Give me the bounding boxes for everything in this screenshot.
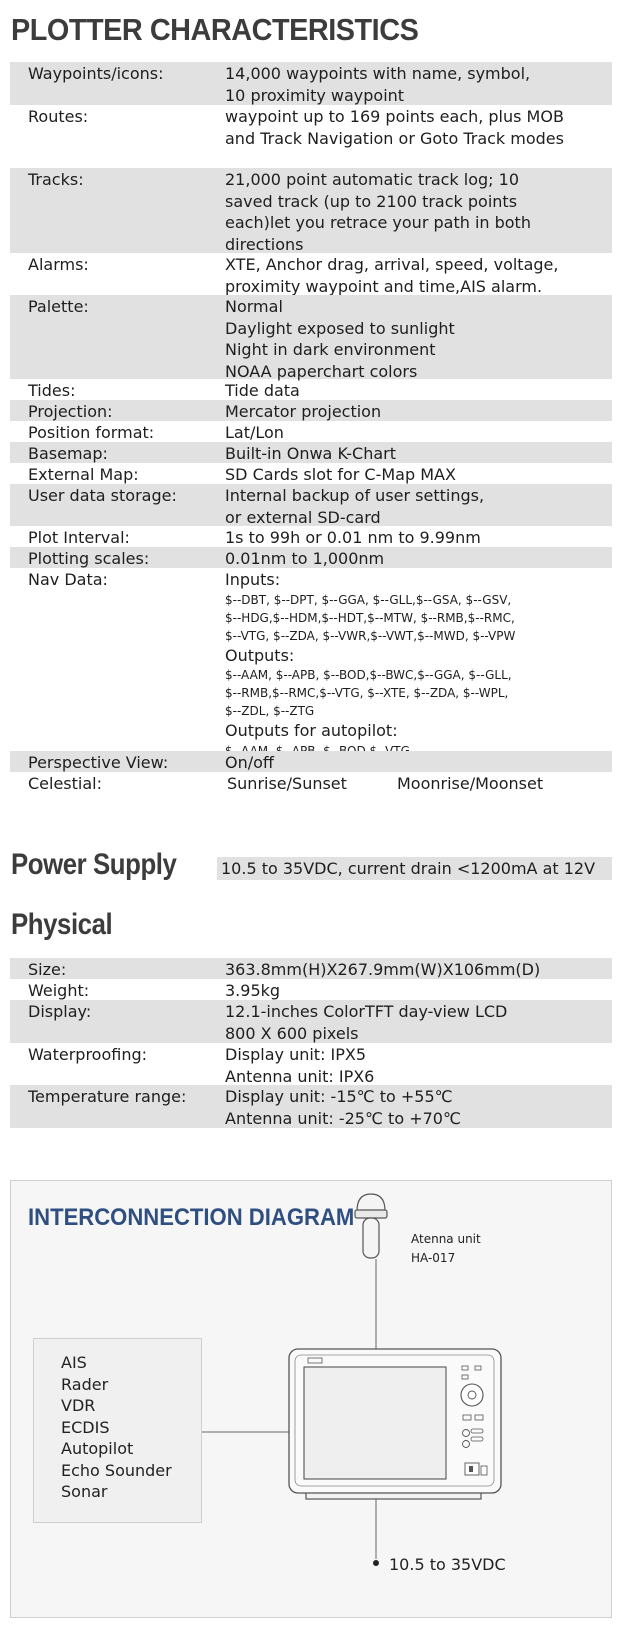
device-item: Sonar [61,1482,108,1501]
spec-label: Tides: [28,381,76,400]
spec-row-routes [10,105,612,168]
spec-label: Size: [28,960,67,979]
spec-label: Waterproofing: [28,1045,148,1064]
spec-row-basemap [10,442,612,463]
spec-label: Tracks: [28,170,84,189]
spec-value [225,569,612,760]
spec-row-nav-data [10,568,612,751]
spec-row-plotting-scales [10,547,612,568]
spec-value: 12.1-inches ColorTFT day-view LCD 800 X 600 pixels [225,1002,508,1043]
spec-value [225,773,612,795]
device-item: VDR [61,1396,96,1415]
spec-value: XTE, Anchor drag, arrival, speed, voltage, proximity waypoint and time,AIS alarm. [225,255,559,296]
spec-row-user-data [10,484,612,526]
spec-label: Basemap: [28,444,108,463]
spec-row-size [10,958,612,979]
spec-label: Celestial: [28,774,102,793]
spec-row-projection [10,400,612,421]
spec-row-alarms [10,253,612,295]
spec-row-waterproofing [10,1043,612,1085]
spec-row-plot-interval [10,526,612,547]
device-item: ECDIS [61,1417,110,1437]
spec-label: Projection: [28,402,113,421]
spec-value: 14,000 waypoints with name, symbol, 10 proximity waypoint [225,64,531,105]
display-screen [304,1367,446,1479]
spec-value: Display unit: IPX5 Antenna unit: IPX6 [225,1045,375,1086]
spec-row-external-map [10,463,612,484]
spec-row-weight [10,979,612,1000]
spec-value: Normal Daylight exposed to sunlight Night in dark environment NOAA paperchart colors [225,297,455,381]
spec-label: Position format: [28,423,155,442]
spec-value: Display unit: -15℃ to +55℃ Antenna unit: -25℃ to +70℃ [225,1087,461,1128]
spec-label: Perspective View: [28,753,169,772]
spec-label: Alarms: [28,255,89,274]
device-item: Rader [61,1374,109,1394]
spec-label: Plot Interval: [28,528,130,547]
plotter-spec-table [10,62,612,794]
antenna-name: Atenna unit [411,1232,481,1246]
display-unit-icon [289,1349,501,1499]
nav-inputs: $--DBT, $--DPT, $--GGA, $--GLL,$--GSA, $--GSV, $--HDG,$--HDM,$--HDT,$--MTW, $--RMB,$--RMC, $--VTG, $--ZDA, $--VWR,$--VWT,$--MWD, $--VPW [225,592,516,643]
spec-label: Routes: [28,107,89,126]
spec-value: 21,000 point automatic track log; 10 saved track (up to 2100 track points each)let you retrace your path in both directions [225,170,531,254]
spec-row-temperature [10,1085,612,1128]
spec-value: SD Cards slot for C-Map MAX [225,465,456,484]
nav-outputs: $--AAM, $--APB, $--BOD,$--BWC,$--GGA, $--GLL, $--RMB,$--RMC,$--VTG, $--XTE, $--ZDA, $--WPL, $--ZDL, $--ZTG [225,668,512,718]
spec-label: Palette: [28,297,89,316]
spec-row-waypoints [10,62,612,105]
spec-label: User data storage: [28,486,177,505]
spec-value: 0.01nm to 1,000nm [225,549,385,568]
nav-autopilot-title: Outputs for autopilot: [225,721,398,740]
spec-row-tides [10,379,612,400]
interconnection-diagram [10,1180,612,1618]
spec-row-celestial [10,772,612,794]
connected-devices-box [33,1338,202,1523]
spec-row-perspective [10,751,612,772]
spec-value: Tide data [225,381,300,400]
spec-label: Display: [28,1002,92,1021]
spec-value: 3.95kg [225,981,281,1000]
antenna-unit-icon [355,1194,387,1258]
nav-inputs-title: Inputs: [225,570,281,589]
spec-value: Mercator projection [225,402,382,421]
celestial-sun: Sunrise/Sunset [227,774,347,793]
spec-row-position-format [10,421,612,442]
diagram-title: INTERCONNECTION DIAGRAM [28,1204,355,1231]
spec-label: External Map: [28,465,139,484]
spec-row-tracks [10,168,612,253]
spec-value: On/off [225,753,274,772]
nav-outputs-title: Outputs: [225,645,295,665]
spec-value: Lat/Lon [225,423,284,442]
spec-label: Nav Data: [28,570,108,589]
plotter-heading: PLOTTER CHARACTERISTICS [11,12,419,47]
spec-row-palette [10,295,612,379]
antenna-model: HA-017 [411,1251,456,1265]
spec-value: Internal backup of user settings, or external SD-card [225,486,485,527]
spec-value: 1s to 99h or 0.01 nm to 9.99nm [225,528,481,547]
spec-row-display [10,1000,612,1043]
spec-label: Weight: [28,981,90,1000]
spec-value: waypoint up to 169 points each, plus MOB and Track Navigation or Goto Track modes [225,107,564,148]
celestial-moon: Moonrise/Moonset [397,774,544,793]
spec-label: Waypoints/icons: [28,64,164,83]
antenna-label [411,1230,481,1268]
device-item: Echo Sounder [61,1460,172,1480]
power-supply-heading: Power Supply [11,848,177,881]
physical-heading: Physical [11,908,113,941]
spec-label: Temperature range: [28,1087,187,1106]
power-terminal-dot [373,1560,379,1566]
spec-label: Plotting scales: [28,549,150,568]
physical-spec-table [10,958,612,1128]
spec-value: Built-in Onwa K-Chart [225,444,396,463]
device-item: AIS [61,1353,87,1372]
device-item: Autopilot [61,1439,134,1458]
power-input-label: 10.5 to 35VDC [389,1555,506,1574]
spec-value: 363.8mm(H)X267.9mm(W)X106mm(D) [225,960,541,979]
power-supply-value: 10.5 to 35VDC, current drain <1200mA at 12V [217,857,612,880]
